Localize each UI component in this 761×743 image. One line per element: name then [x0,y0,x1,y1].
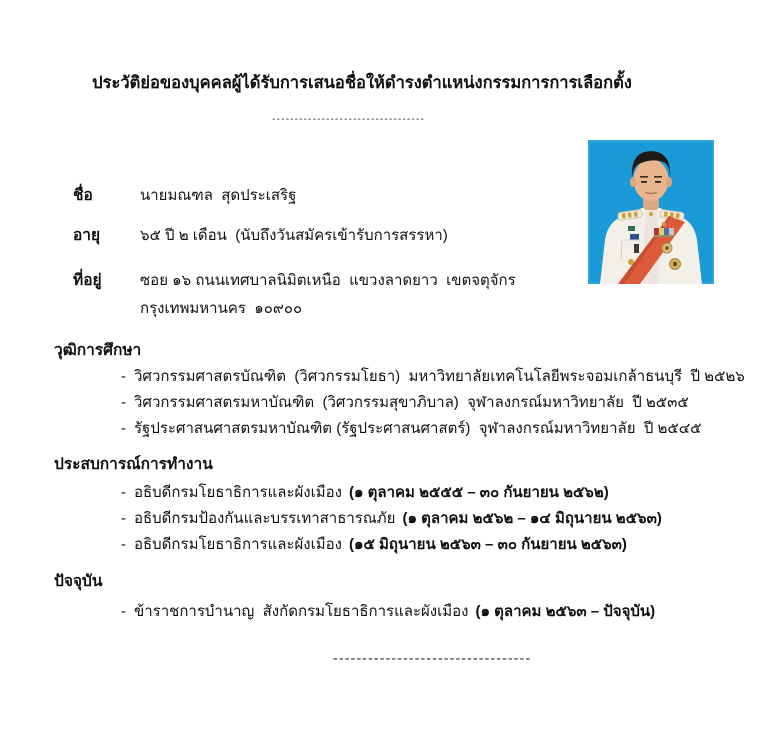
age-value: ๖๕ ปี ๒ เดือน (นับถึงวันสมัครเข้ารับการสรรหา) [140,227,448,244]
current-period: (๑ ตุลาคม ๒๕๖๓ – ปัจจุบัน) [475,603,656,620]
current-heading: ปัจจุบัน [54,573,103,590]
education-item-text: วิศวกรรมศาสตรบัณฑิต (วิศวกรรมโยธา) มหาวิทยาลัยเทคโนโลยีพระจอมเกล้าธนบุรี ปี ๒๕๒๖ [134,368,745,385]
experience-period: (๑๕ มิถุนายน ๒๕๖๓ – ๓๐ กันยายน ๒๕๖๓) [348,536,627,553]
experience-item [121,507,662,531]
separator-bottom: ---------------------------------- [333,651,532,667]
education-item [121,365,745,389]
page-title: ประวัติย่อของบุคคลผู้ได้รับการเสนอชื่อให้ดำรงตำแหน่งกรรมการการเลือกตั้ง [92,74,632,92]
experience-item [121,533,627,557]
education-item [121,391,689,415]
age-label: อายุ [73,227,101,244]
bullet-dash: - [121,484,126,501]
portrait-photo-graphic [588,140,714,284]
current-position: ข้าราชการบำนาญ สังกัดกรมโยธาธิการและผังเมือง [134,603,469,620]
bullet-dash: - [121,368,126,385]
education-heading: วุฒิการศึกษา [54,342,142,359]
bullet-dash: - [121,420,126,437]
experience-heading: ประสบการณ์การทำงาน [54,456,213,473]
address-row [0,269,761,295]
age-row [0,224,761,250]
address-line1: ซอย ๑๖ ถนนเทศบาลนิมิตเหนือ แขวงลาดยาว เขตจตุจักร [140,272,516,289]
bullet-dash: - [121,603,126,620]
experience-item [121,481,609,505]
experience-position: อธิบดีกรมโยธาธิการและผังเมือง [134,536,342,553]
experience-period: (๑ ตุลาคม ๒๕๖๒ – ๑๔ มิถุนายน ๒๕๖๓) [402,510,662,527]
education-item-text: รัฐประศาสนศาสตรมหาบัณฑิต (รัฐประศาสนศาสตร์) จุฬาลงกรณ์มหาวิทยาลัย ปี ๒๕๔๕ [134,420,702,437]
education-item [121,417,701,441]
education-item-text: วิศวกรรมศาสตรมหาบัณฑิต (วิศวกรรมสุขาภิบาล) จุฬาลงกรณ์มหาวิทยาลัย ปี ๒๕๓๕ [134,394,689,411]
experience-position: อธิบดีกรมป้องกันและบรรเทาสาธารณภัย [134,510,396,527]
address-row-2 [0,297,761,323]
current-item [121,600,655,624]
bullet-dash: - [121,394,126,411]
bullet-dash: - [121,536,126,553]
bullet-dash: - [121,510,126,527]
name-row [0,184,761,210]
name-value: นายมณฑล สุดประเสริฐ [140,187,297,204]
name-label: ชื่อ [73,187,93,204]
experience-period: (๑ ตุลาคม ๒๕๕๕ – ๓๐ กันยายน ๒๕๖๒) [348,484,609,501]
separator-top: ---------------------------------- [272,113,425,125]
experience-position: อธิบดีกรมโยธาธิการและผังเมือง [134,484,342,501]
address-line2: กรุงเทพมหานคร ๑๐๙๐๐ [140,300,303,317]
portrait-photo [588,140,714,284]
address-label: ที่อยู่ [73,272,102,289]
